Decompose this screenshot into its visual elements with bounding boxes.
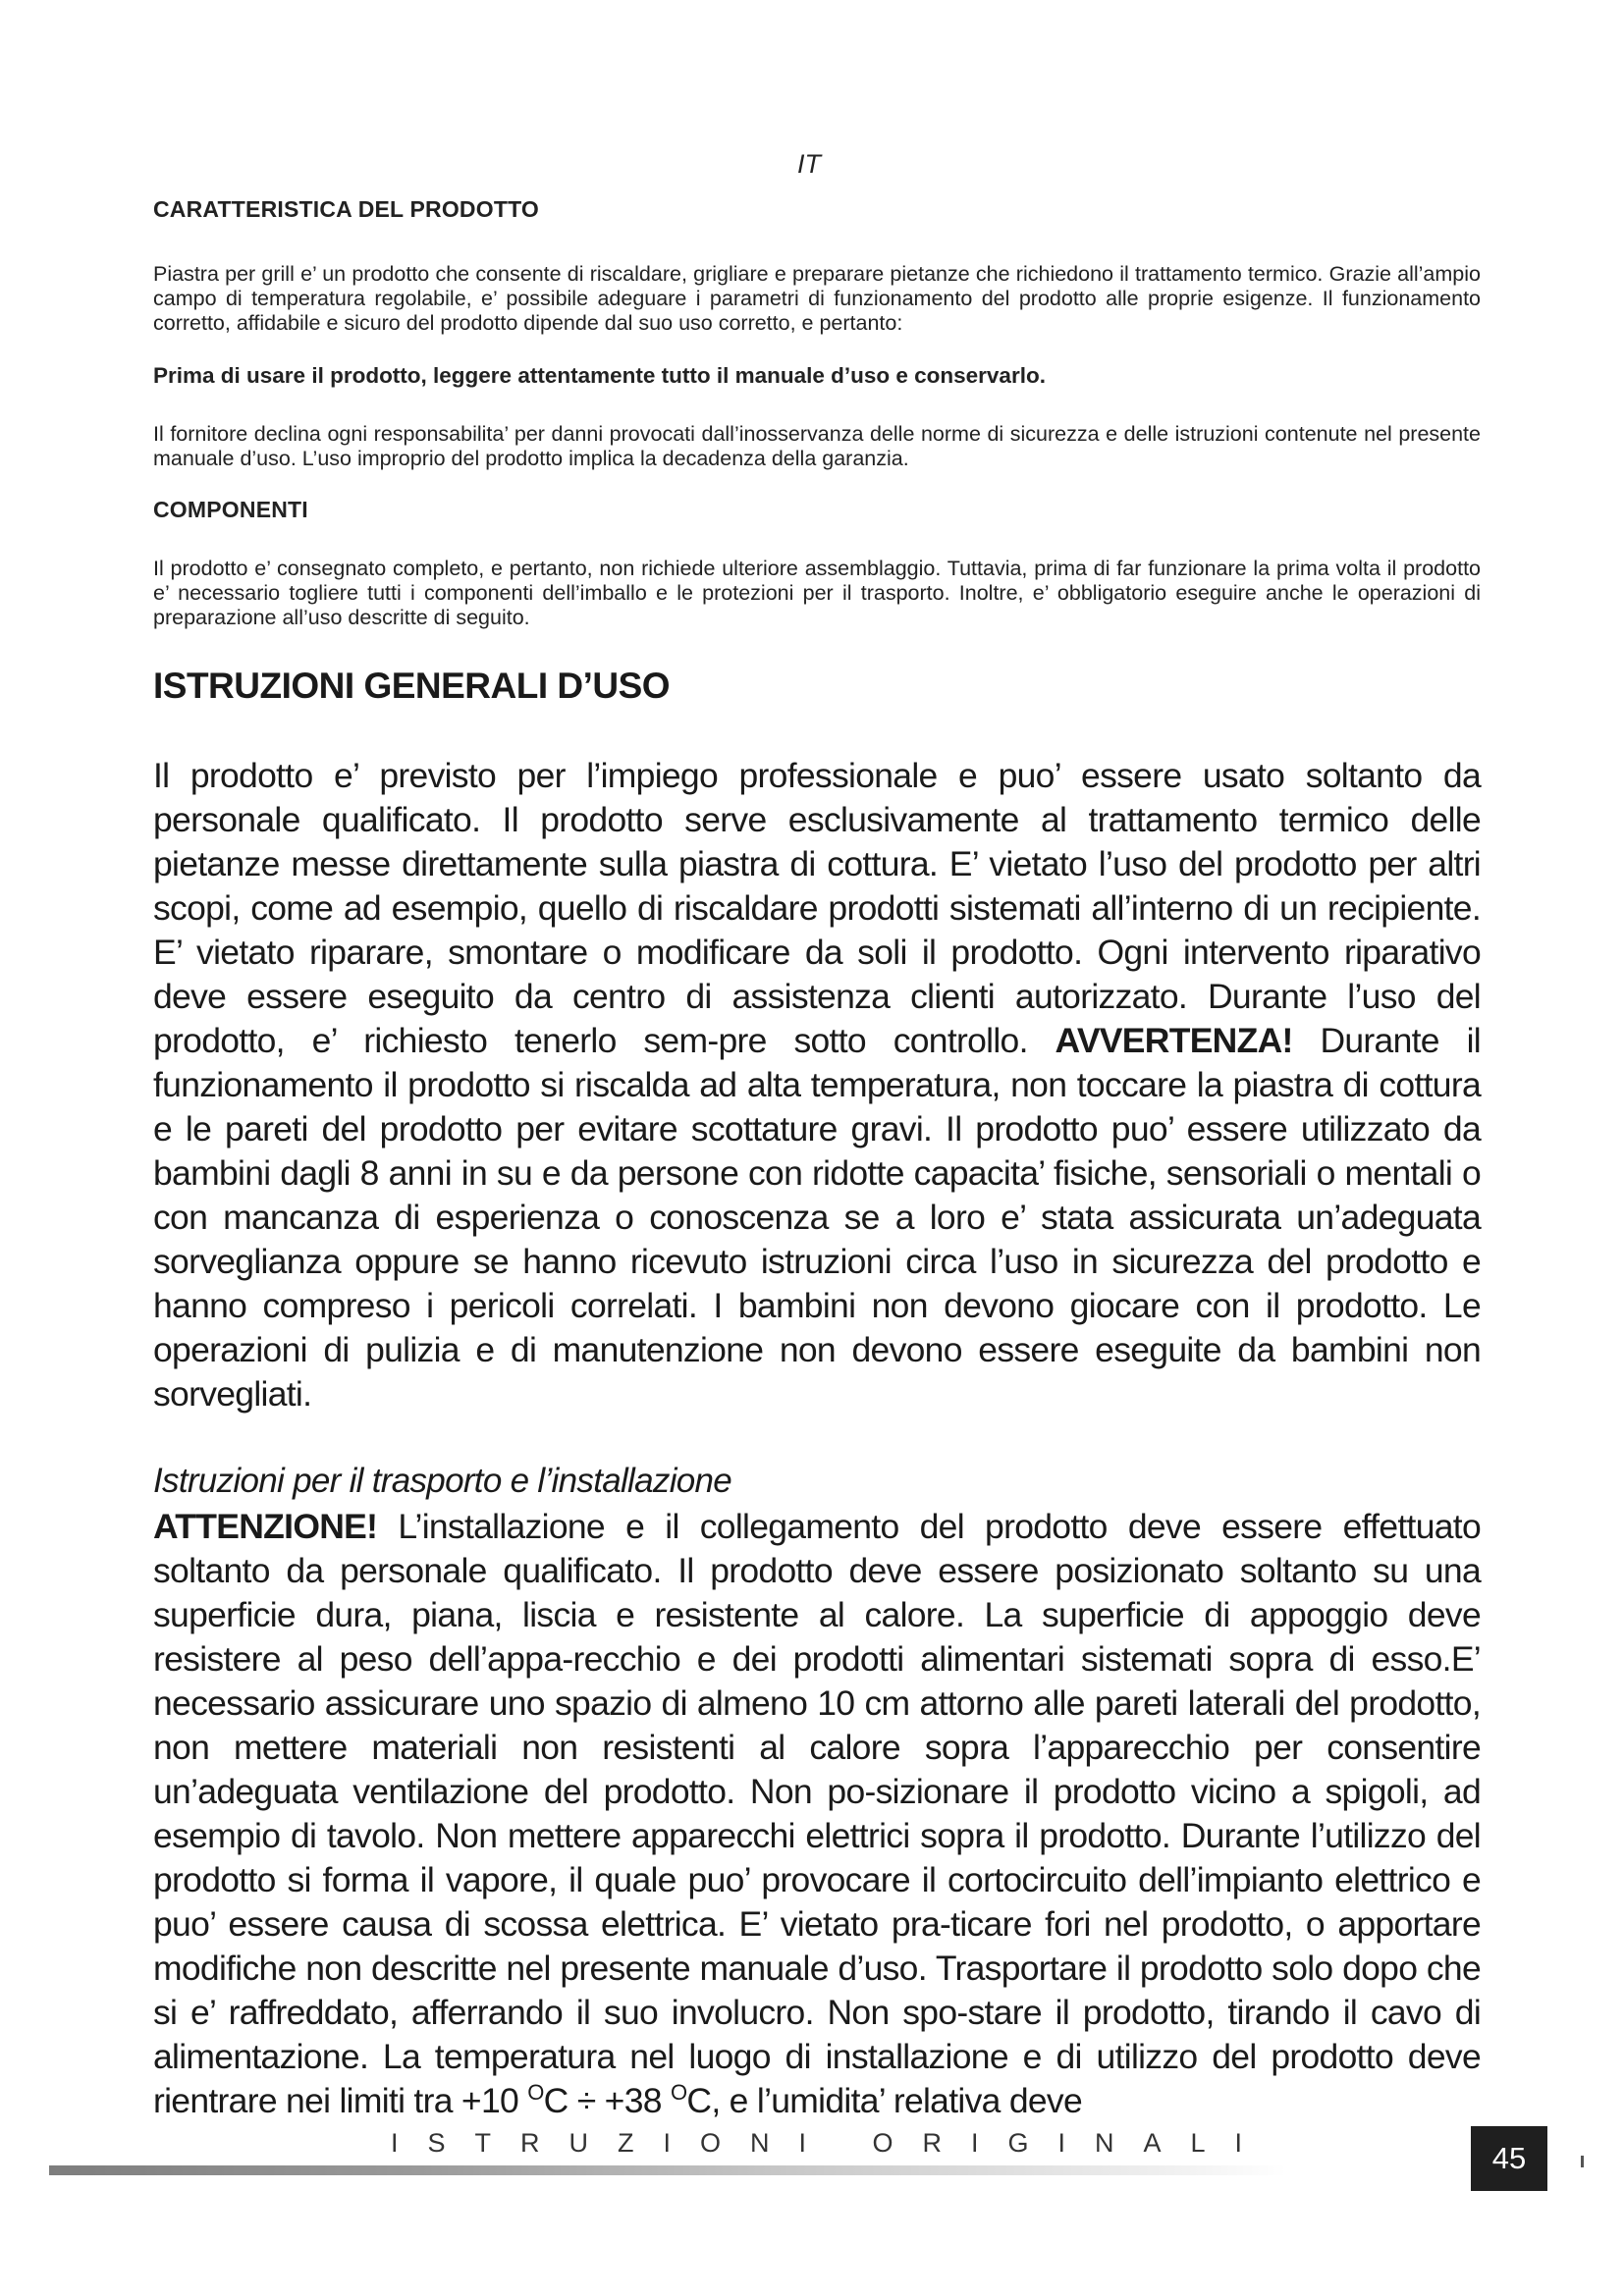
- components-heading: COMPONENTI: [153, 497, 308, 522]
- transport-text: [153, 1505, 1481, 2123]
- product-text: Piastra per grill e’ un prodotto che consente di riscaldare, grigliare e preparare pietanze che richiedono il trattamento termico. Grazie all’ampio campo di temperatura regolabile, e’ possibile adeguare i parametri di funzionamento del prodotto alle proprie esigenze. Il funzionamento corretto, affidabile e sicuro del prodotto dipende dal suo uso corretto, e pertanto:: [153, 262, 1481, 335]
- footer-gradient-bar: [49, 2165, 1286, 2175]
- read-manual-notice: Prima di usare il prodotto, leggere attentamente tutto il manuale d’uso e conservarlo.: [153, 363, 1046, 388]
- general-text-part-1: Il prodotto e’ previsto per l’impiego professionale e puo’ essere usato soltanto da personale qualificato. Il prodotto serve esclusivamente al trattamento termico delle pietanze messe direttamente sulla piastra di cottura. E’ vietato l’uso del prodotto per altri scopi, come ad esempio, quello di riscaldare prodotti sistemati all’interno di un recipiente. E’ vietato riparare, smontare o modificare da soli il prodotto. Ogni intervento riparativo deve essere eseguito da centro di assistenza clienti autorizzato. Durante l’uso del prodotto, e’ richiesto tenerlo sem-pre sotto controllo.: [153, 756, 1481, 1060]
- page-number: 45: [1471, 2126, 1547, 2191]
- components-text: Il prodotto e’ consegnato completo, e pertanto, non richiede ulteriore assemblaggio. Tuttavia, prima di far funzionare la prima volta il prodotto e’ necessario togliere tutti i componenti dell’imballo e le protezioni per il trasporto. Inoltre, e’ obbligatorio eseguire anche le operazioni di preparazione all’uso descritte di seguito.: [153, 557, 1481, 629]
- temperature-range-mid: C ÷ +38: [543, 2081, 662, 2120]
- general-instructions-text: [153, 754, 1481, 1416]
- general-text-part-2: Durante il funzionamento il prodotto si riscalda ad alta temperatura, non toccare la piastra di cottura e le pareti del prodotto per evitare scottature gravi. Il prodotto puo’ essere utilizzato da bambini dagli 8 anni in su e da persone con ridotte capacita’ fisiche, sensoriali o mentali o con mancanza di esperienza o conoscenza se a loro e’ stata assicurata un’adeguata sorveglianza oppure se hanno ricevuto istruzioni circa l’uso in sicurezza del prodotto e hanno compreso i pericoli correlati. I bambini non devono giocare con il prodotto. Le operazioni di pulizia e di manutenzione non devono essere eseguite da bambini non sorvegliati.: [153, 1021, 1481, 1414]
- liability-text: Il fornitore declina ogni responsabilita’ per danni provocati dall’inosservanza delle norme di sicurezza e delle istruzioni contenute nel presente manuale d’uso. L’uso improprio del prodotto implica la decadenza della garanzia.: [153, 422, 1481, 470]
- warning-label: AVVERTENZA!: [1055, 1021, 1293, 1060]
- transport-heading: Istruzioni per il trasporto e l’installazione: [153, 1462, 732, 1500]
- page-content: [153, 196, 1481, 2123]
- degree-symbol-2: O: [670, 2080, 687, 2106]
- general-instructions-heading: ISTRUZIONI GENERALI D’USO: [153, 666, 671, 706]
- language-label: IT: [797, 149, 821, 179]
- footer-label: ISTRUZIONI ORIGINALI: [391, 2128, 1272, 2158]
- attention-label: ATTENZIONE!: [153, 1507, 378, 1546]
- page-edge-marker: [1581, 2156, 1584, 2167]
- degree-symbol-1: O: [527, 2080, 544, 2106]
- transport-text-part-2: C, e l’umidita’ relativa deve: [686, 2081, 1083, 2120]
- product-heading: CARATTERISTICA DEL PRODOTTO: [153, 196, 539, 222]
- transport-text-part-1: L’installazione e il collegamento del prodotto deve essere effettuato soltanto da personale qualificato. Il prodotto deve essere posizionato soltanto su una superficie dura, piana, liscia e resistente al calore. La superficie di appoggio deve resistere al peso dell’appa-recchio e dei prodotti alimentari sistemati sopra di esso.E’ necessario assicurare uno spazio di almeno 10 cm attorno alle pareti laterali del prodotto, non mettere materiali non resistenti al calore sopra l’apparecchio per consentire un’adeguata ventilazione del prodotto. Non po-sizionare il prodotto vicino a spigoli, ad esempio di tavolo. Non mettere apparecchi elettrici sopra il prodotto. Durante l’utilizzo del prodotto si forma il vapore, il quale puo’ provocare il cortocircuito dell’impianto elettrico e puo’ essere causa di scossa elettrica. E’ vietato pra-ticare fori nel prodotto, o apportare modifiche non descritte nel presente manuale d’uso. Trasportare il prodotto solo dopo che si e’ raffreddato, afferrando il suo involucro. Non spo-stare il prodotto, tirando il cavo di alimentazione. La temperatura nel luogo di installazione e di utilizzo del prodotto deve rientrare nei limiti tra +10: [153, 1507, 1481, 2120]
